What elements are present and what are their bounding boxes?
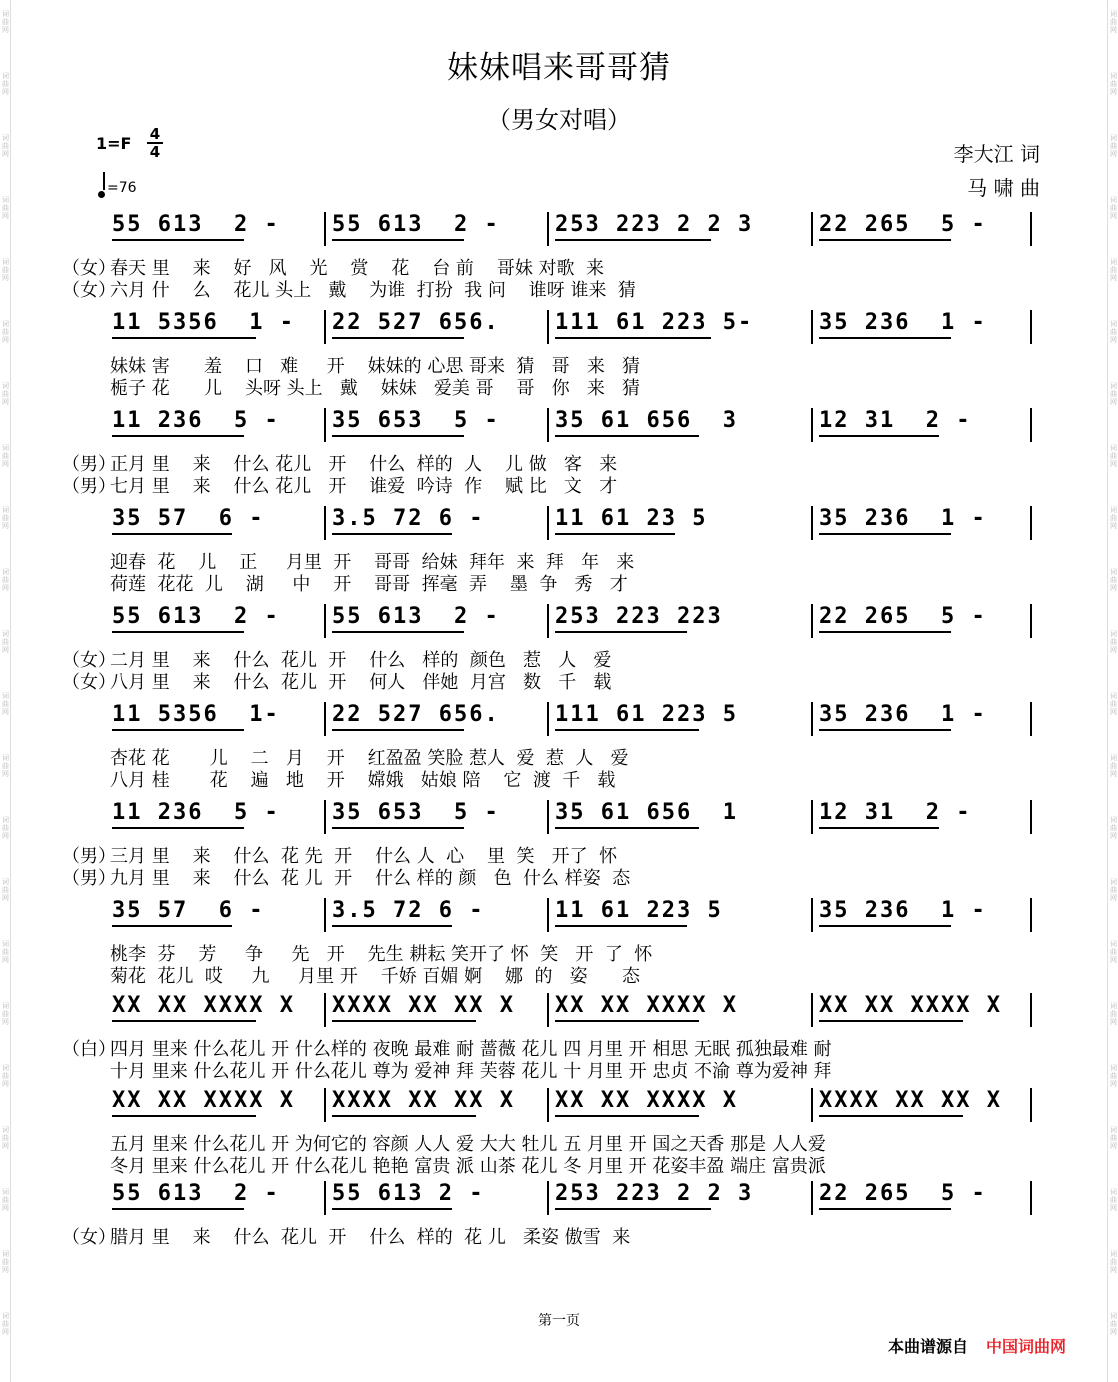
bar-line	[811, 800, 813, 834]
beam-underline	[555, 435, 699, 437]
bar-line	[547, 604, 549, 638]
right-margin-strip	[1107, 0, 1118, 1382]
bar-line	[1030, 310, 1032, 344]
watermark-text: 词 曲 网	[1110, 754, 1117, 778]
measure-notes: 253 223 2 2 3	[555, 1181, 754, 1206]
bar-line	[547, 800, 549, 834]
bar-line	[547, 1181, 549, 1215]
measure-notes: XX XX XXXX X	[112, 993, 295, 1018]
measure-notes: 35 57 6 -	[112, 898, 265, 923]
bar-line	[324, 993, 326, 1027]
watermark-text: 词 曲 网	[1110, 692, 1117, 716]
bar-line	[547, 506, 549, 540]
lyric-text: 桃李 芬 芳 争 先 开 先生 耕耘 笑开了 怀 笑 开 了 怀	[110, 944, 653, 965]
lyric-text: 九月 里 来 什么 花 儿 开 什么 样的 颜 色 什么 样姿 态	[110, 868, 631, 889]
beam-underline	[332, 1115, 476, 1117]
lyric-text: 冬月 里来 什么花儿 开 什么花儿 艳艳 富贵 派 山茶 花儿 冬 月里 开 花姿丰盈 端庄 富贵派	[110, 1156, 826, 1177]
tempo-marking	[98, 174, 137, 196]
watermark-text: 词 曲 网	[2, 258, 9, 282]
lyric-text: 二月 里 来 什么 花儿 开 什么 样的 颜色 惹 人 爱	[110, 650, 612, 671]
bar-line	[1030, 702, 1032, 736]
bar-line	[1030, 800, 1032, 834]
measure-notes: 111 61 223 5	[555, 702, 738, 727]
measure-notes: 35 61 656 3	[555, 408, 738, 433]
measure-notes: 22 265 5 -	[819, 604, 987, 629]
bar-line	[811, 1181, 813, 1215]
bar-line	[324, 898, 326, 932]
beam-underline	[819, 337, 951, 339]
beam-underline	[555, 533, 675, 535]
beam-underline	[332, 337, 464, 339]
beam-underline	[112, 1208, 244, 1210]
watermark-text: 词 曲 网	[1110, 1312, 1117, 1336]
source-attribution	[888, 1334, 1066, 1357]
measure-notes: 11 61 23 5	[555, 506, 708, 531]
beam-underline	[112, 533, 232, 535]
watermark-text: 词 曲 网	[2, 1002, 9, 1026]
score-row	[108, 702, 1036, 742]
bar-line	[811, 310, 813, 344]
time-signature	[147, 126, 163, 160]
bar-line	[547, 898, 549, 932]
bar-line	[324, 1181, 326, 1215]
watermark-text: 词 曲 网	[1110, 382, 1117, 406]
watermark-text: 词 曲 网	[1110, 196, 1117, 220]
score-row	[108, 898, 1036, 938]
measure-notes: 253 223 2 2 3	[555, 212, 754, 237]
score-row	[108, 993, 1036, 1033]
watermark-text: 词 曲 网	[1110, 1002, 1117, 1026]
bar-line	[1030, 506, 1032, 540]
watermark-text: 词 曲 网	[2, 382, 9, 406]
watermark-text: 词 曲 网	[2, 1064, 9, 1088]
measure-notes: 253 223 223	[555, 604, 723, 629]
watermark-text: 词 曲 网	[2, 1250, 9, 1274]
measure-notes: 11 5356 1 -	[112, 310, 295, 335]
bar-line	[1030, 898, 1032, 932]
singer-label: （白）	[62, 1039, 116, 1060]
measure-notes: 55 613 2 -	[332, 212, 500, 237]
measure-notes: 55 613 2 -	[332, 1181, 485, 1206]
bar-line	[1030, 993, 1032, 1027]
beam-underline	[332, 533, 452, 535]
beam-underline	[555, 1115, 699, 1117]
beam-underline	[555, 1020, 699, 1022]
beam-underline	[112, 1020, 256, 1022]
beam-underline	[555, 239, 711, 241]
lyricist-credit: 李大江 词	[953, 142, 1040, 166]
watermark-text: 词 曲 网	[2, 692, 9, 716]
bar-line	[1030, 408, 1032, 442]
measure-notes: XXXX XX XX X	[332, 993, 515, 1018]
measure-notes: XX XX XXXX X	[819, 993, 1002, 1018]
measure-notes: 35 236 1 -	[819, 310, 987, 335]
watermark-text: 词 曲 网	[1110, 568, 1117, 592]
measure-notes: 11 236 5 -	[112, 408, 280, 433]
watermark-text: 词 曲 网	[2, 1312, 9, 1336]
lyric-text: 五月 里来 什么花儿 开 为何它的 容颜 人人 爱 大大 牡儿 五 月里 开 国之天香 那是 人人爱	[110, 1134, 826, 1155]
note-stem-icon	[103, 172, 105, 190]
measure-notes: 22 265 5 -	[819, 212, 987, 237]
beam-underline	[819, 925, 951, 927]
bar-line	[324, 212, 326, 246]
bar-line	[324, 800, 326, 834]
beam-underline	[555, 729, 699, 731]
lyric-text: 四月 里来 什么花儿 开 什么样的 夜晚 最难 耐 蔷薇 花儿 四 月里 开 相思 无眠 孤独最难 耐	[110, 1039, 832, 1060]
lyric-text: 荷莲 花花 儿 湖 中 开 哥哥 挥毫 弄 墨 争 秀 才	[110, 574, 628, 595]
lyric-text: 菊花 花儿 哎 九 月里 开 千娇 百媚 婀 娜 的 姿 态	[110, 966, 640, 987]
watermark-text: 词 曲 网	[1110, 134, 1117, 158]
beam-underline	[332, 1208, 452, 1210]
page-subtitle: （男女对唱）	[487, 106, 631, 134]
bar-line	[324, 1088, 326, 1122]
beam-underline	[819, 1115, 963, 1117]
bar-line	[547, 310, 549, 344]
bar-line	[324, 408, 326, 442]
bar-line	[547, 1088, 549, 1122]
key-signature: 1=F	[96, 134, 132, 153]
measure-notes: XX XX XXXX X	[555, 1088, 738, 1113]
measure-notes: XX XX XXXX X	[112, 1088, 295, 1113]
measure-notes: 111 61 223 5-	[555, 310, 754, 335]
lyric-text: 八月 里 来 什么 花儿 开 何人 伴她 月宫 数 千 载	[110, 672, 612, 693]
beam-underline	[819, 631, 951, 633]
measure-notes: 11 236 5 -	[112, 800, 280, 825]
watermark-text: 词 曲 网	[1110, 878, 1117, 902]
score-row	[108, 310, 1036, 350]
beam-underline	[112, 1115, 256, 1117]
beam-underline	[819, 1020, 963, 1022]
watermark-text: 词 曲 网	[2, 816, 9, 840]
bar-line	[811, 898, 813, 932]
bar-line	[547, 993, 549, 1027]
beam-underline	[555, 925, 687, 927]
watermark-text: 词 曲 网	[2, 72, 9, 96]
measure-notes: 35 236 1 -	[819, 898, 987, 923]
watermark-text: 词 曲 网	[2, 134, 9, 158]
singer-label: （男）	[62, 846, 116, 867]
watermark-text: 词 曲 网	[1110, 630, 1117, 654]
bar-line	[811, 212, 813, 246]
beam-underline	[555, 1208, 711, 1210]
measure-notes: XX XX XXXX X	[555, 993, 738, 1018]
watermark-text: 词 曲 网	[2, 1126, 9, 1150]
lyric-text: 七月 里 来 什么 花儿 开 谁爱 吟诗 作 赋 比 文 才	[110, 476, 618, 497]
beam-underline	[819, 827, 939, 829]
beam-underline	[555, 631, 687, 633]
beam-underline	[332, 827, 464, 829]
measure-notes: 35 57 6 -	[112, 506, 265, 531]
bar-line	[1030, 604, 1032, 638]
measure-notes: 22 265 5 -	[819, 1181, 987, 1206]
lyric-text: 杏花 花 儿 二 月 开 红盈盈 笑脸 惹人 爱 惹 人 爱	[110, 748, 629, 769]
bar-line	[1030, 1181, 1032, 1215]
composer-credit: 马 啸 曲	[967, 176, 1040, 200]
quarter-note-icon	[98, 191, 105, 198]
bar-line	[324, 506, 326, 540]
lyric-text: 栀子 花 儿 头呀 头上 戴 妹妹 爱美 哥 哥 你 来 猜	[110, 378, 640, 399]
bar-line	[324, 604, 326, 638]
measure-notes: XXXX XX XX X	[332, 1088, 515, 1113]
bar-line	[1030, 212, 1032, 246]
score-row	[108, 506, 1036, 546]
measure-notes: 3.5 72 6 -	[332, 898, 485, 923]
beam-underline	[819, 435, 939, 437]
score-row	[108, 1088, 1036, 1128]
singer-label: （男）	[62, 868, 116, 889]
bar-line	[811, 408, 813, 442]
lyric-text: 十月 里来 什么花儿 开 什么花儿 尊为 爱神 拜 芙蓉 花儿 十 月里 开 忠贞 不渝 尊为爱神 拜	[110, 1061, 832, 1082]
lyric-text: 妹妹 害 羞 口 难 开 妹妹的 心思 哥来 猜 哥 来 猜	[110, 356, 640, 377]
source-label: 本曲谱源自	[888, 1337, 969, 1356]
measure-notes: 12 31 2 -	[819, 408, 972, 433]
beam-underline	[112, 631, 244, 633]
tempo-value: =76	[107, 180, 137, 196]
beam-underline	[332, 925, 452, 927]
watermark-text: 词 曲 网	[1110, 1250, 1117, 1274]
watermark-text: 词 曲 网	[2, 630, 9, 654]
measure-notes: 35 653 5 -	[332, 800, 500, 825]
left-margin-strip	[0, 0, 11, 1382]
measure-notes: 55 613 2 -	[112, 1181, 280, 1206]
bar-line	[547, 408, 549, 442]
measure-notes: 55 613 2 -	[332, 604, 500, 629]
measure-notes: 22 527 656.	[332, 702, 500, 727]
watermark-text: 词 曲 网	[2, 10, 9, 34]
singer-label: （女）	[62, 650, 116, 671]
beam-underline	[332, 1020, 476, 1022]
watermark-text: 词 曲 网	[2, 940, 9, 964]
watermark-text: 词 曲 网	[1110, 1126, 1117, 1150]
watermark-text: 词 曲 网	[1110, 1064, 1117, 1088]
bar-line	[811, 506, 813, 540]
bar-line	[811, 993, 813, 1027]
score-row	[108, 408, 1036, 448]
beam-underline	[819, 729, 951, 731]
watermark-text: 词 曲 网	[1110, 940, 1117, 964]
measure-notes: 35 236 1 -	[819, 506, 987, 531]
watermark-text: 词 曲 网	[1110, 816, 1117, 840]
beam-underline	[819, 533, 951, 535]
beam-underline	[112, 729, 244, 731]
beam-underline	[555, 827, 699, 829]
time-signature-bottom: 4	[149, 143, 161, 161]
singer-label: （女）	[62, 1227, 116, 1248]
bar-line	[547, 702, 549, 736]
watermark-text: 词 曲 网	[1110, 1188, 1117, 1212]
watermark-text: 词 曲 网	[2, 878, 9, 902]
beam-underline	[112, 435, 244, 437]
watermark-text: 词 曲 网	[2, 1188, 9, 1212]
measure-notes: 35 236 1 -	[819, 702, 987, 727]
watermark-text: 词 曲 网	[2, 506, 9, 530]
lyric-text: 三月 里 来 什么 花 先 开 什么 人 心 里 笑 开了 怀	[110, 846, 618, 867]
measure-notes: 11 5356 1-	[112, 702, 280, 727]
lyric-text: 八月 桂 花 遍 地 开 嫦娥 姑娘 陪 它 渡 千 载	[110, 770, 616, 791]
bar-line	[811, 702, 813, 736]
lyric-text: 迎春 花 儿 正 月里 开 哥哥 给妹 拜年 来 拜 年 来	[110, 552, 635, 573]
beam-underline	[112, 337, 256, 339]
singer-label: （女）	[62, 258, 116, 279]
measure-notes: 55 613 2 -	[112, 212, 280, 237]
singer-label: （男）	[62, 454, 116, 475]
bar-line	[324, 702, 326, 736]
score-row	[108, 1181, 1036, 1221]
singer-label: （女）	[62, 280, 116, 301]
watermark-text: 词 曲 网	[1110, 506, 1117, 530]
watermark-text: 词 曲 网	[2, 754, 9, 778]
singer-label: （女）	[62, 672, 116, 693]
time-signature-top: 4	[147, 126, 163, 144]
watermark-text: 词 曲 网	[1110, 320, 1117, 344]
singer-label: （男）	[62, 476, 116, 497]
watermark-text: 词 曲 网	[1110, 72, 1117, 96]
measure-notes: 55 613 2 -	[112, 604, 280, 629]
lyric-text: 正月 里 来 什么 花儿 开 什么 样的 人 儿 做 客 来	[110, 454, 618, 475]
page-title: 妹妹唱来哥哥猜	[447, 50, 671, 86]
bar-line	[811, 604, 813, 638]
watermark-text: 词 曲 网	[2, 444, 9, 468]
source-site-link[interactable]: 中国词曲网	[986, 1337, 1067, 1356]
lyric-text: 六月 什 么 花儿 头上 戴 为谁 打扮 我 问 谁呀 谁来 猜	[110, 280, 636, 301]
beam-underline	[819, 239, 951, 241]
measure-notes: 12 31 2 -	[819, 800, 972, 825]
beam-underline	[112, 925, 232, 927]
beam-underline	[332, 729, 464, 731]
measure-notes: XXXX XX XX X	[819, 1088, 1002, 1113]
measure-notes: 35 61 656 1	[555, 800, 738, 825]
beam-underline	[555, 337, 711, 339]
watermark-text: 词 曲 网	[2, 320, 9, 344]
beam-underline	[332, 435, 464, 437]
measure-notes: 35 653 5 -	[332, 408, 500, 433]
beam-underline	[112, 239, 244, 241]
beam-underline	[112, 827, 244, 829]
score-row	[108, 212, 1036, 252]
measure-notes: 22 527 656.	[332, 310, 500, 335]
watermark-text: 词 曲 网	[1110, 10, 1117, 34]
score-row	[108, 604, 1036, 644]
lyric-text: 腊月 里 来 什么 花儿 开 什么 样的 花 儿 柔姿 傲雪 来	[110, 1227, 631, 1248]
watermark-text: 词 曲 网	[1110, 258, 1117, 282]
score-row	[108, 800, 1036, 840]
lyric-text: 春天 里 来 好 风 光 赏 花 台 前 哥妹 对歌 来	[110, 258, 604, 279]
bar-line	[324, 310, 326, 344]
beam-underline	[332, 631, 464, 633]
bar-line	[547, 212, 549, 246]
bar-line	[1030, 1088, 1032, 1122]
beam-underline	[819, 1208, 951, 1210]
beam-underline	[332, 239, 464, 241]
measure-notes: 11 61 223 5	[555, 898, 723, 923]
measure-notes: 3.5 72 6 -	[332, 506, 485, 531]
watermark-text: 词 曲 网	[1110, 444, 1117, 468]
watermark-text: 词 曲 网	[2, 196, 9, 220]
watermark-text: 词 曲 网	[2, 568, 9, 592]
page-footer: 第一页	[538, 1313, 580, 1329]
bar-line	[811, 1088, 813, 1122]
